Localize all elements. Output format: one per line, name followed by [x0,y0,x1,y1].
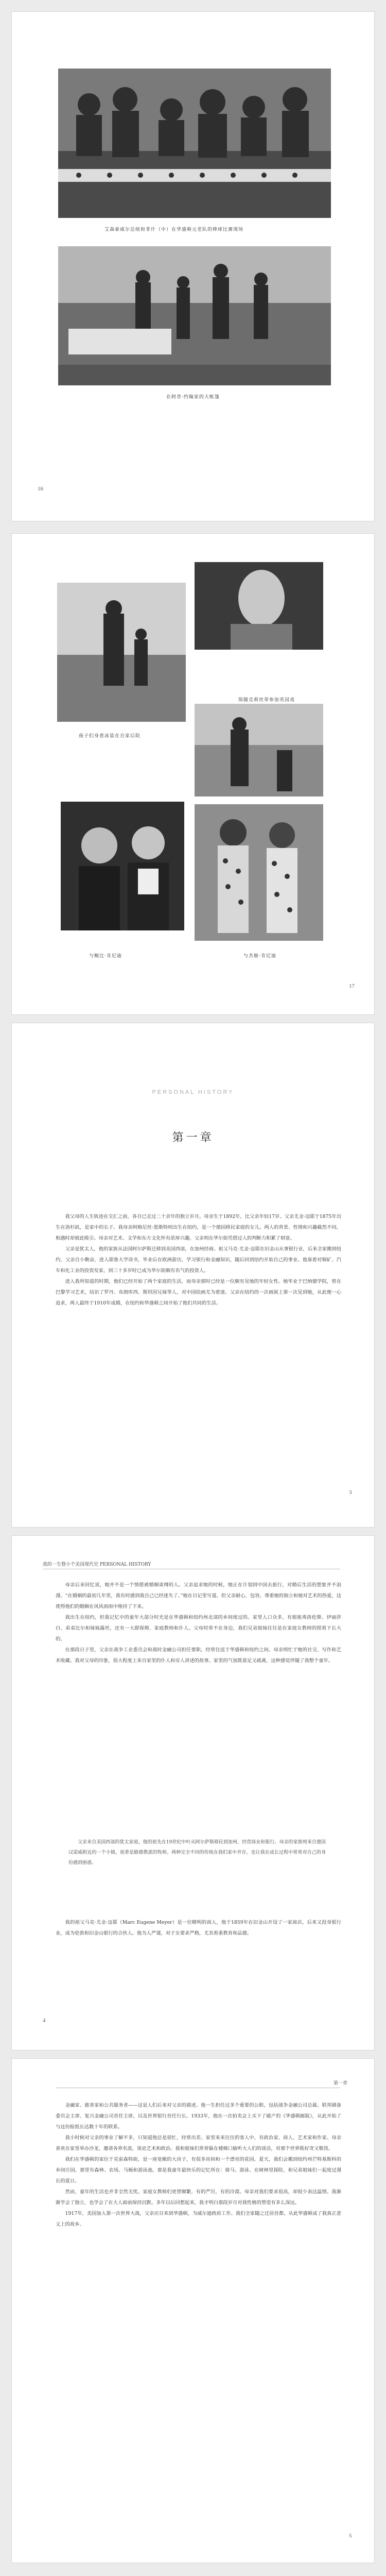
running-header: 第一章 [334,2081,348,2086]
caption-woman: 简随克莉丝蒂参加英国戏 [238,698,295,703]
page-body [56,2100,341,2230]
page-3 [11,1023,375,1528]
paragraph: 1917年，美国加入第一次世界大战，父亲应召来到华盛顿，为威尔逊政府工作。我们全家随之迁居首都，从此华盛顿成了我真正意义上的故乡。 [56,2211,341,2227]
paragraph: 父亲是犹太人，他的家族从法国阿尔萨斯迁移到美国西部，在加州经商。祖父马克·尤金·迈耶在旧金山从事银行业，后来全家搬到纽约。父亲自小勤奋，进入耶鲁大学读书，毕业后在欧洲游历，学习银行和金融知识，随后回到纽约开始自己的事业。他靠着对铜矿、汽车和化工业的投资发家，到三十多岁时已成为华尔街颇有名气的投资人。 [56,1246,341,1274]
caption-children: 孩子们身着泳装在自家后院 [79,734,141,739]
photo-jackie-kennedy [195,804,323,941]
page-number: 17 [349,983,355,989]
chapter-title-en: PERSONAL HISTORY [152,1089,234,1095]
paragraph: 母亲后来回忆说，她并不是一个情愿被婚姻束缚的人。父亲追求她的时候，她正在计划到中国去旅行，对婚后生活的想象并不浪漫。“在婚姻的最初几年里，我有时感到我自己已经迷失了。”她在日记里写道。但父亲耐心、包容，尊重她的独立和她对艺术的热爱，这使得他们的婚姻在风风雨雨中维持了下来。 [56,1582,341,1609]
paragraph: 我父母的人生轨迹在交汇之前，各自已走过二十余年的独立岁月。母亲生于1892年，比父亲年轻17岁。父亲尤金·迈耶于1875年出生在洛杉矶，是家中的长子。我母亲阿格尼丝·恩斯特则出生在纽约，是一个德国移民家庭的女儿。两人的背景、性情和兴趣截然不同，相遇时却彼此吸引。母亲对艺术、文学和东方文化怀有浓厚兴趣，父亲则在华尔街凭借过人的判断力积累了财富。 [56,1214,341,1241]
page-1 [11,11,375,521]
paragraph: 我出生在纽约，但我记忆中的童年大部分时光是在华盛顿和纽约州北部的乡间度过的。家里人口众多，有姐姐弗洛伦斯、伊丽莎白、弟弟比尔和妹妹露丝，还有一大群保姆、家庭教师和仆人。父母时常不在身边，我们兄弟姐妹往往是在家庭女教师的照看下长大的。 [56,1615,341,1642]
quote-paragraph: 父亲来自美国西部的犹太家庭，他的祖先在19世纪中叶从阿尔萨斯移民到加州，经营商业和银行。母亲的家族则来自德国汉诺威附近的一个小镇，祖辈是路德教派的牧师。两种完全不同的传统在我们家中并存，也让我在成长过程中常常对自己的身份感到困惑。 [68,1840,326,1866]
chapter-body [56,1211,341,1309]
paragraph: 然而，童年的生活也并非全然无忧。家庭女教师们更替频繁，有的严厉，有的冷漠。母亲对我们要求很高，却很少表达温情。我渐渐学会了独立，也学会了在大人面前保持沉默。多年以后回想起来，我才明白那段岁月对我性格的塑造有多么深远。 [56,2189,341,2206]
paragraph: 金融家、慈善家和公共服务者——这是人们后来对父亲的描述。他一生担任过多个重要的公职，包括战争金融公司总裁、联邦储备委员会主席、复兴金融公司首任主席，以及世界银行首任行长。1933年，他在一次拍卖会上买下了破产的《华盛顿邮报》，从此开始了与这份报纸长达数十年的联系。 [56,2103,341,2130]
caption-baseball: 艾森豪威尔总统和菲什（中）在华盛顿元老队的棒球比赛现场 [104,227,244,232]
caption-bobby: 与鲍比·肯尼迪 [89,954,122,959]
photo-tent-party [58,246,331,385]
page-body-bottom [56,1917,341,1939]
paragraph: 在那段日子里，父亲在战争工业委员会和战时金融公司担任要职，经常往返于华盛顿和纽约之间。母亲则忙于她的社交、写作和艺术收藏。我对父母的印象，很大程度上来自家里的仆人和旁人讲述的故事。家里的气氛既富足又疏离，这种感觉伴随了我整个童年。 [56,1647,341,1664]
page-4 [11,1535,375,2050]
photo-woman-portrait [195,562,323,650]
running-header: 我的一生暨小个美国现代史 PERSONAL HISTORY [43,1562,151,1567]
page-number: 5 [349,2533,352,2539]
page-number: 4 [43,2018,46,2024]
page-number: 16 [38,486,43,492]
page-2 [11,533,375,1015]
page-5 [11,2058,375,2563]
page-number: 3 [349,1489,352,1496]
paragraph: 我小时候对父亲的事业了解不多，只知道他总是很忙，经常出差。家里来来往往的客人中，有政治家、商人、艺术家和作家。母亲喜欢在家里举办沙龙，邀请各界名流，谈论艺术和政治。我和姐妹们常常躲在楼梯口偷听大人们的谈话，对那个世界既好奇又敬畏。 [56,2135,341,2151]
photo-family-beach [57,583,186,722]
photo-children-yard [195,704,323,796]
page-body-top [56,1580,341,1666]
photo-baseball-game [58,69,331,218]
paragraph: 我们在华盛顿的家位于克雷森特街，是一座宽敞的大房子，有很多房间和一个漂亮的花园。夏天，我们会搬到纽约州芒特基斯科的乡间庄园，那里有森林、农场、马厩和游泳池。那是我童年最快乐的记忆所在：骑马、游泳、在树林里探险，和兄弟姐妹们一起度过漫长的夏日。 [56,2157,341,2184]
paragraph: 进入我所知道的时期，他们已经开始了两个家庭的生活，而母亲那时已经是一位颇有见地的年轻女性。她毕业于巴纳德学院，曾在巴黎学习艺术，结识了罗丹、布朗库西、斯坦因兄妹等人，对中国绘画尤为着迷。父亲在纽约的一次画展上第一次见到她，从此便一心追求，两人最终于1910年成婚，在纽约和华盛顿之间开始了他们共同的生活。 [56,1279,341,1306]
caption-tent: 在阿奇·约翰家的大帐篷 [166,395,220,400]
block-quote [68,1837,326,1868]
footer-bar [0,2568,386,2576]
caption-jackie: 与杰姬·肯尼迪 [243,954,276,959]
paragraph: 我的祖父马克·尤金·迈耶（Marc Eugene Meyer）是一位精明的商人，他于1859年在旧金山开设了一家商店，后来又投身银行业，成为伦敦和旧金山银行的合伙人。他为人严谨，对子女要求严格，尤其看重教育和品德。 [56,1920,341,1936]
photo-bobby-kennedy [61,802,184,930]
chapter-title: 第一章 [172,1131,214,1144]
